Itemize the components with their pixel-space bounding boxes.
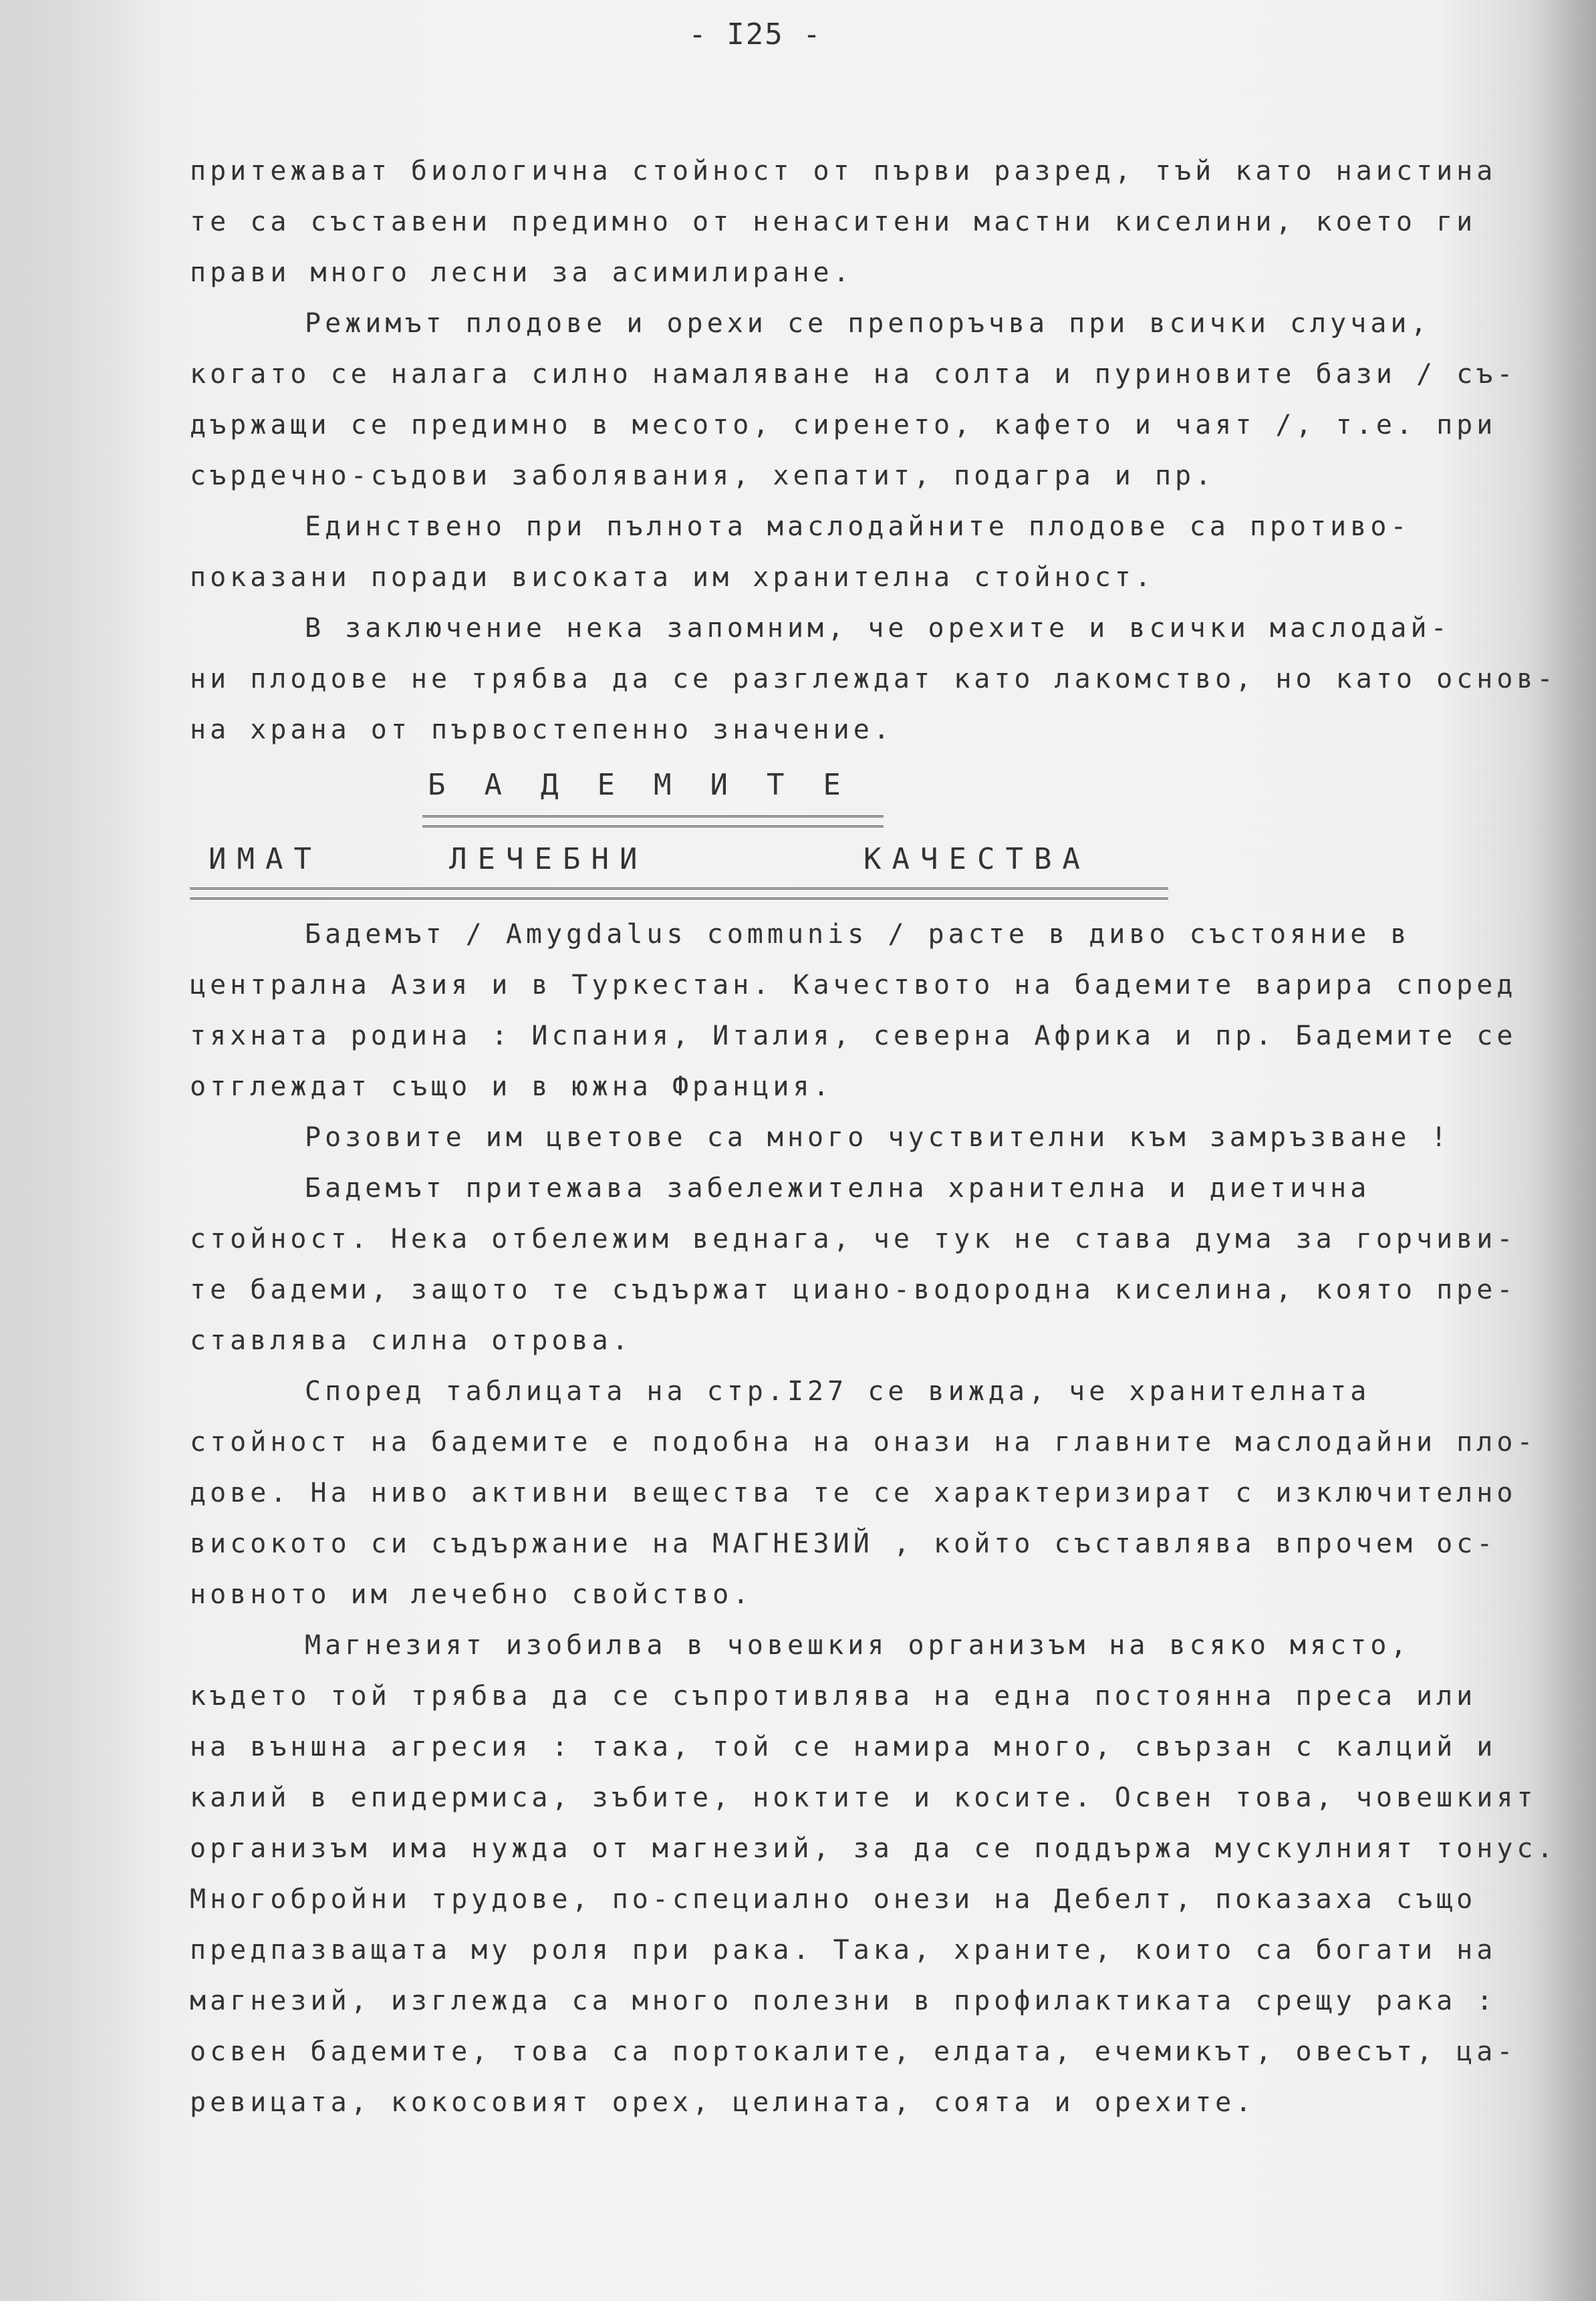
text-line: предпазващата му роля при рака. Така, храните, които са богати на xyxy=(190,1935,1497,1966)
text-line: прави много лесни за асимилиране. xyxy=(190,257,853,288)
text-line: тяхната родина : Испания, Италия, северна Африка и пр. Бадемите се xyxy=(190,1021,1517,1051)
text-line: когато се налага силно намаляване на солта и пуриновите бази / съ- xyxy=(190,359,1517,390)
paragraph xyxy=(190,1366,1537,1620)
paragraph xyxy=(190,909,1517,1112)
section-title-line2 xyxy=(190,831,1473,888)
text-line: ни плодове не трябва да се разглеждат като лакомство, но като основ- xyxy=(190,664,1557,694)
text-line: държащи се предимно в месото, сиренето, кафето и чаят /, т.е. при xyxy=(190,410,1497,440)
text-line: притежават биологична стойност от първи разред, тъй като наистина xyxy=(190,156,1497,186)
text-line: Бадемът / Amygdalus communis / расте в диво състояние в xyxy=(305,919,1411,950)
text-line: централна Азия и в Туркестан. Качеството на бадемите варира според xyxy=(190,970,1517,1000)
text-line: Розовите им цветове са много чуствителни към замръзване ! xyxy=(305,1122,1451,1153)
paragraph xyxy=(190,603,1557,755)
text-line: калий в епидермиса, зъбите, ноктите и косите. Освен това, човешкият xyxy=(190,1782,1537,1813)
title-word-1: ИМАТ xyxy=(209,842,322,876)
title-underline-1 xyxy=(422,815,884,827)
text-line: организъм има нужда от магнезий, за да се поддържа мускулният тонус. xyxy=(190,1833,1557,1864)
text-line: стойност. Нека отбележим веднага, че тук не става дума за горчиви- xyxy=(190,1224,1517,1254)
binding-shadow xyxy=(0,0,174,2301)
paragraph xyxy=(190,1163,1517,1366)
page-body xyxy=(190,146,1557,2128)
text-line: Единствено при пълнота маслодайните плодове са противо- xyxy=(305,511,1411,542)
paragraph xyxy=(190,146,1497,298)
text-line: Режимът плодове и орехи се препоръчва при всички случаи, xyxy=(305,308,1431,339)
text-line: на храна от първостепенно значение. xyxy=(190,714,894,745)
title-word-3: КАЧЕСТВА xyxy=(863,842,1091,876)
text-line: показани поради високата им хранителна стойност. xyxy=(190,562,1155,593)
text-line: Магнезият изобилва в човешкия организъм на всяко място, xyxy=(305,1630,1411,1661)
section-title-line1: БАДЕМИТЕ xyxy=(428,768,880,802)
text-line: Бадемът притежава забележителна хранителна и диетична xyxy=(305,1173,1371,1204)
paragraphs-bottom xyxy=(190,909,1557,2128)
text-line: високото си съдържание на МАГНЕЗИЙ , който съставлява впрочем ос- xyxy=(190,1528,1497,1559)
text-line: ревицата, кокосовият орех, целината, соята и орехите. xyxy=(190,2087,1256,2118)
text-line: ставлява силна отрова. xyxy=(190,1325,632,1356)
page-number: - I25 - xyxy=(688,17,822,51)
text-line: на външна агресия : така, той се намира много, свързан с калций и xyxy=(190,1732,1497,1762)
text-line: магнезий, изглежда са много полезни в профилактиката срещу рака : xyxy=(190,1986,1497,2016)
text-line: Според таблицата на стр.I27 се вижда, че хранителната xyxy=(305,1376,1371,1407)
text-line: където той трябва да се съпротивлява на една постоянна преса или xyxy=(190,1681,1477,1712)
text-line: В заключение нека запомним, че орехите и всички маслодай- xyxy=(305,613,1451,644)
paragraph xyxy=(190,298,1517,501)
title-underline-2 xyxy=(190,888,1168,900)
paragraph xyxy=(190,1112,1473,1163)
text-line: дове. На ниво активни вещества те се характеризират с изключително xyxy=(190,1478,1517,1508)
paragraphs-top xyxy=(190,146,1557,755)
text-line: те са съставени предимно от ненаситени мастни киселини, което ги xyxy=(190,207,1477,237)
paragraph xyxy=(190,1620,1557,2128)
text-line: отглеждат също и в южна Франция. xyxy=(190,1071,833,1102)
text-line: Многобройни трудове, по-специално онези на Дебелт, показаха също xyxy=(190,1884,1477,1915)
title-word-2: ЛЕЧЕБНИ xyxy=(449,842,648,876)
text-line: освен бадемите, това са портокалите, елдата, ечемикът, овесът, ца- xyxy=(190,2036,1517,2067)
text-line: те бадеми, защото те съдържат циано-водородна киселина, която пре- xyxy=(190,1274,1517,1305)
text-line: стойност на бадемите е подобна на онази на главните маслодайни пло- xyxy=(190,1427,1537,1458)
text-line: сърдечно-съдови заболявания, хепатит, подагра и пр. xyxy=(190,460,1216,491)
paragraph xyxy=(190,501,1473,603)
text-line: новното им лечебно свойство. xyxy=(190,1579,753,1610)
